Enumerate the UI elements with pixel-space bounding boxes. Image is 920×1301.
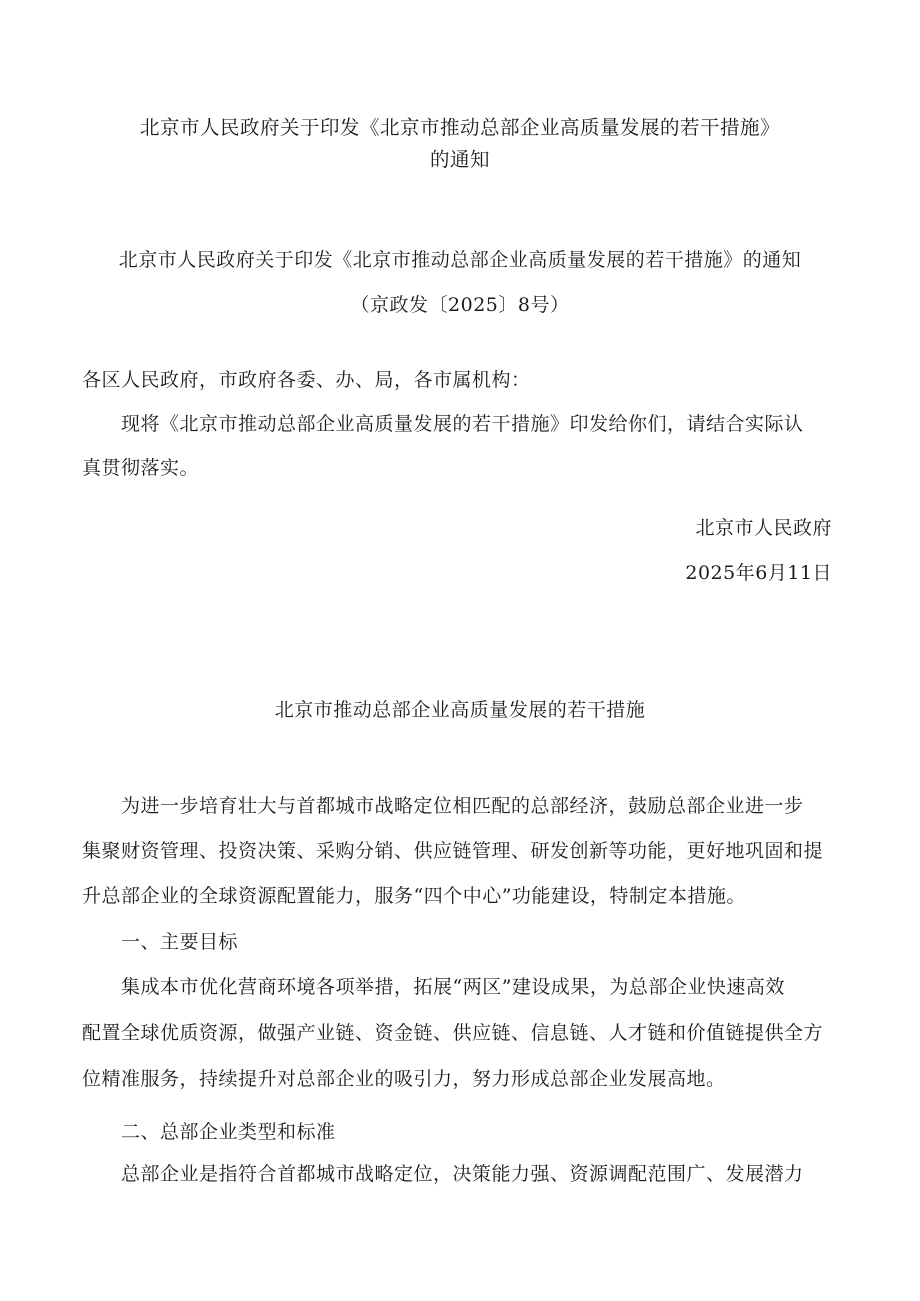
issue-date: 2025年6月11日 [685,562,832,584]
measures-title: 北京市推动总部企业高质量发展的若干措施 [274,699,646,721]
section-1-line-3: 位精准服务，持续提升对总部企业的吸引力，努力形成总部企业发展高地。 [82,1068,726,1090]
section-2-line-1: 总部企业是指符合首都城市战略定位，决策能力强、资源调配范围广、发展潜力 [121,1163,804,1185]
section-1-line-2: 配置全球优质资源，做强产业链、资金链、供应链、信息链、人才链和价值链提供全方 [82,1022,824,1044]
section-2-heading: 二、总部企业类型和标准 [121,1121,336,1143]
intro-line-1: 为进一步培育壮大与首都城市战略定位相匹配的总部经济，鼓励总部企业进一步 [121,795,804,817]
section-1-heading: 一、主要目标 [121,931,239,953]
signature: 北京市人民政府 [695,517,832,539]
document-title-line-2: 的通知 [429,148,490,171]
document-number: （京政发〔2025〕8号） [350,294,570,316]
intro-line-3: 升总部企业的全球资源配置能力，服务“四个中心”功能建设，特制定本措施。 [82,885,746,907]
section-1-line-1: 集成本市优化营商环境各项举措，拓展“两区”建设成果，为总部企业快速高效 [121,976,785,998]
notice-body-line-2: 真贯彻落实。 [82,457,200,479]
notice-body-line-1: 现将《北京市推动总部企业高质量发展的若干措施》印发给你们，请结合实际认 [121,413,804,435]
intro-line-2: 集聚财资管理、投资决策、采购分销、供应链管理、研发创新等功能，更好地巩固和提 [82,840,824,862]
document-title-line-1: 北京市人民政府关于印发《北京市推动总部企业高质量发展的若干措施》 [139,116,780,139]
salutation: 各区人民政府，市政府各委、办、局，各市属机构： [82,369,531,391]
notice-heading: 北京市人民政府关于印发《北京市推动总部企业高质量发展的若干措施》的通知 [118,249,802,271]
